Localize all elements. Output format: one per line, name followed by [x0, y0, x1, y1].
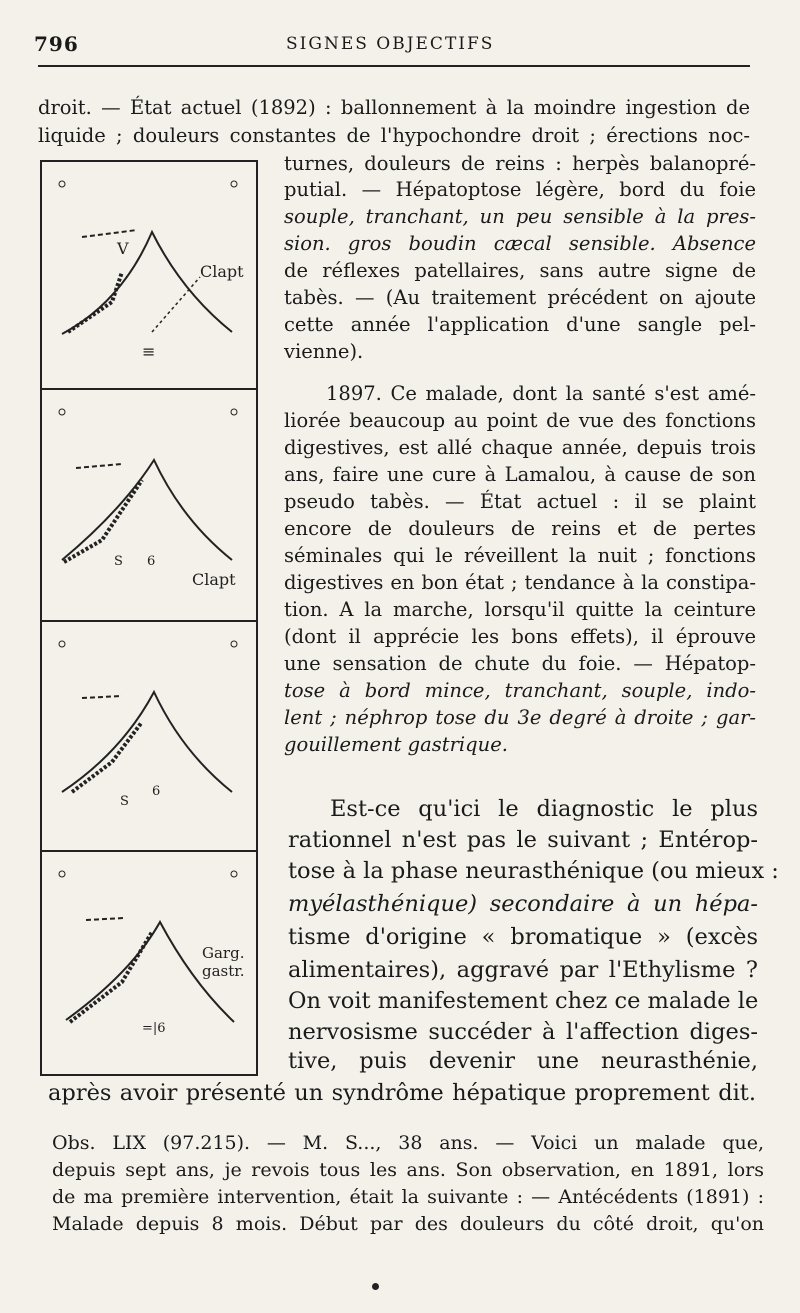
figure-drawing: [42, 390, 256, 620]
page-number: 796: [34, 32, 79, 56]
figure-mark: 6: [147, 554, 156, 569]
text-line: souple, tranchant, un peu sensible à la pres-: [284, 205, 756, 228]
text-line: (dont il apprécie les bons effets), il éprouve: [284, 625, 756, 648]
text-line: de réflexes patellaires, sans autre signe de: [284, 259, 756, 282]
text-line: nervosisme succéder à l'affection diges-: [288, 1019, 758, 1045]
figure-drawing: [42, 622, 256, 850]
figure-label: Clapt: [192, 570, 236, 589]
text-line: ans, faire une cure à Lamalou, à cause de son: [284, 463, 756, 486]
text-line: cette année l'application d'une sangle pel-: [284, 313, 756, 336]
text-line: liquide ; douleurs constantes de l'hypochondre droit ; érections noc-: [38, 124, 750, 147]
text-line: alimentaires), aggravé par l'Ethylisme ?: [288, 957, 758, 983]
text-line: vienne).: [284, 340, 364, 363]
text-line: turnes, douleurs de reins : herpès balanopré-: [284, 152, 756, 175]
text-line: séminales qui le réveillent la nuit ; fonctions: [284, 544, 756, 567]
figure-drawing: [42, 852, 256, 1074]
text-line: Est-ce qu'ici le diagnostic le plus: [330, 796, 758, 822]
figure-mark: V: [117, 239, 129, 258]
page-dot: [372, 1283, 379, 1290]
text-line: tive, puis devenir une neurasthénie,: [288, 1048, 758, 1074]
text-line: myélasthénique) secondaire à un hépa-: [288, 891, 758, 917]
text-line: encore de douleurs de reins et de pertes: [284, 517, 756, 540]
text-line: pseudo tabès. — État actuel : il se plaint: [284, 490, 756, 513]
figure-mark: 6: [152, 784, 161, 799]
text-line: droit. — État actuel (1892) : ballonnement à la moindre ingestion de: [38, 96, 750, 119]
text-line: liorée beaucoup au point de vue des fonctions: [284, 409, 756, 432]
running-title: SIGNES OBJECTIFS: [286, 34, 495, 54]
text-line: rationnel n'est pas le suivant ; Entérop-: [288, 827, 758, 853]
text-line: digestives en bon état ; tendance à la constipa-: [284, 571, 756, 594]
text-line: 1897. Ce malade, dont la santé s'est amé-: [326, 382, 756, 405]
text-line: une sensation de chute du foie. — Hépatop-: [284, 652, 756, 675]
figure-panel-3: [40, 620, 258, 852]
text-line: après avoir présenté un syndrôme hépatique proprement dit.: [48, 1080, 756, 1106]
figure-label: gastr.: [202, 962, 245, 980]
figure-panel-1: [40, 160, 258, 390]
text-line: tose à la phase neurasthénique (ou mieux :: [288, 858, 779, 884]
figure-mark: =|6: [142, 1021, 166, 1036]
text-line: tion. A la marche, lorsqu'il quitte la ceinture: [284, 598, 756, 621]
text-line: tose à bord mince, tranchant, souple, indo-: [284, 679, 756, 702]
figure-mark: S: [120, 794, 129, 809]
text-line: On voit manifestement chez ce malade le: [288, 988, 759, 1014]
obs-line: de ma première intervention, était la suivante : — Antécédents (1891) :: [52, 1186, 764, 1208]
text-line: sion. gros boudin cæcal sensible. Absence: [284, 232, 756, 255]
header-rule: [38, 65, 750, 67]
text-line: putial. — Hépatoptose légère, bord du foie: [284, 178, 756, 201]
figure-label: Clapt: [200, 262, 244, 281]
figure-panel-4: [40, 850, 258, 1076]
text-line: gouillement gastrique.: [284, 733, 508, 756]
obs-line: depuis sept ans, je revois tous les ans. Son observation, en 1891, lors: [52, 1159, 764, 1181]
text-line: lent ; néphrop tose du 3e degré à droite ; gar-: [284, 706, 756, 729]
text-line: digestives, est allé chaque année, depuis trois: [284, 436, 756, 459]
figure-mark: ≡: [142, 342, 156, 361]
obs-line: Malade depuis 8 mois. Début par des douleurs du côté droit, qu'on: [52, 1213, 764, 1235]
text-line: tisme d'origine « bromatique » (excès: [288, 924, 758, 950]
figure-label: Garg.: [202, 944, 245, 962]
text-line: tabès. — (Au traitement précédent on ajoute: [284, 286, 756, 309]
figure-mark: S: [114, 554, 123, 569]
figure-drawing: [42, 162, 256, 388]
obs-line: Obs. LIX (97.215). — M. S..., 38 ans. — Voici un malade que,: [52, 1132, 764, 1154]
figure-panel-2: [40, 388, 258, 622]
